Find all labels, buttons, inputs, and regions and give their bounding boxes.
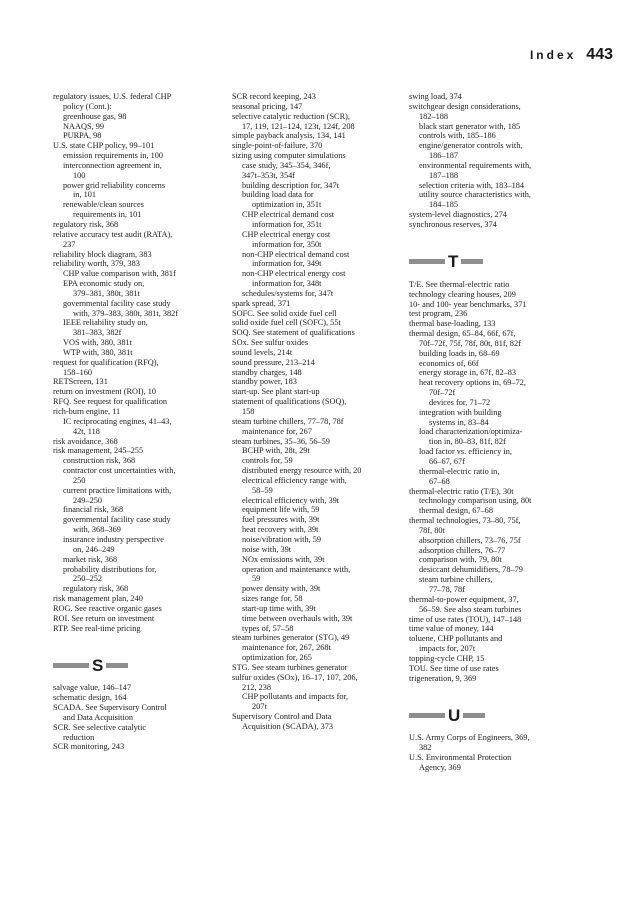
index-entry: U.S. Army Corps of Engineers, 369, [409,733,530,743]
index-entry: emission requirements in, 100 [63,151,164,161]
index-entry: 58–59 [252,485,273,495]
index-entry: thermal-electric ratio in, [419,466,500,476]
index-entry: systems in, 83–84 [429,417,489,427]
index-entry: economics of, 66f [419,358,479,368]
index-entry: adsorption chillers, 76–77 [419,545,506,555]
index-entry: renewable/clean sources [63,200,144,210]
index-entry: IEEE reliability study on, [63,318,148,328]
index-entry: sulfur oxides (SOx), 16–17, 107, 206, [232,672,358,682]
index-entry: energy storage in, 67f, 82–83 [419,368,517,378]
index-entry: statement of qualifications (SOQ), [232,397,347,407]
index-entry: 78f, 80t [419,525,445,535]
index-entry: load factor vs. efficiency in, [419,447,512,457]
header-title: Index [529,48,577,62]
index-entry: reduction [63,732,95,742]
section-bar-right [106,663,128,668]
index-entry: topping-cycle CHP, 15 [409,653,485,663]
index-entry: market risk, 368 [63,554,118,564]
section-letter: T [448,252,459,272]
index-entry: risk avoidance, 368 [53,436,118,446]
index-entry: 182–188 [419,111,449,121]
index-entry: 17, 119, 121–124, 123t, 124f, 208 [242,121,355,131]
index-entry: synchronous reserves, 374 [409,219,497,229]
index-entry: SOx. See sulfur oxides [232,338,309,348]
index-entry: ROI. See return on investment [53,613,155,623]
section-letter: S [92,655,104,675]
index-entry: 250–252 [73,574,103,584]
index-entry: 381–383, 382f [73,328,122,338]
section-bar-left [53,663,89,668]
index-entry: electrical efficiency range with, [242,475,347,485]
index-entry: 212, 238 [242,682,272,692]
index-entry: SOQ. See statement of qualifications [232,328,355,338]
index-entry: 77–78, 78f [429,584,465,594]
index-entry: with, 379–383, 380t, 381t, 382f [73,308,179,318]
index-entry: SOFC. See solid oxide fuel cell [232,308,337,318]
index-entry: regulatory risk, 368 [63,584,129,594]
index-entry: interconnection agreement in, [63,160,162,170]
index-entry: thermal technologies, 73–80, 75f, [409,516,521,526]
index-entry: optimization for, 265 [242,653,312,663]
index-entry: contractor cost uncertainties with, [63,466,176,476]
index-entry: policy (Cont.): [63,101,112,111]
index-entry: return on investment (ROI), 10 [53,387,156,397]
index-entry: U.S. Environmental Protection [409,753,512,763]
index-entry: SCR record keeping, 243 [232,92,316,101]
index-entry: governmental facility case study [63,298,171,308]
index-entry: 158–160 [63,367,93,377]
index-entry: 158 [242,407,255,416]
index-entry: 237 [63,239,76,249]
index-entry: engine/generator controls with, [419,141,523,151]
index-entry: steam turbines generator (STG), 49 [232,633,350,643]
index-entry: BCHP with, 28t, 29t [242,446,310,456]
index-entry: time value of money, 144 [409,624,494,634]
index-entry: SCR monitoring, 243 [53,742,125,752]
section-bar-left [409,259,445,264]
index-entry: electrical efficiency with, 39t [242,495,340,505]
index-entry: trigeneration, 9, 369 [409,673,477,683]
index-entry: building loads in, 68–69 [419,348,500,358]
index-entry: 347t–353t, 354f [242,170,296,180]
index-entry: fuel pressures with, 39t [242,515,320,525]
index-entry: sizing using computer simulations [232,151,346,161]
index-entry: 186–187 [429,151,459,161]
index-entry: CHP value comparison with, 381f [63,269,176,279]
index-entry: noise/vibration with, 59 [242,534,322,544]
index-entry: relative accuracy test audit (RATA), [53,229,173,239]
index-entry: 249–250 [73,495,103,505]
index-entry: simple payback analysis, 134, 141 [232,131,346,141]
section-heading-s [53,650,223,680]
index-entry: seasonal pricing, 147 [232,101,303,111]
index-entry: optimization in, 351t [252,200,322,210]
index-entry: types of, 57–58 [242,623,294,633]
index-entry: technology comparison using, 80t [419,496,532,506]
index-entry: 67–68 [429,476,450,486]
index-entry: 42t, 118 [73,426,100,436]
index-entry: Acquisition (SCADA), 373 [242,722,334,731]
index-entry: building description for, 347t [242,180,339,190]
index-entry: equipment life with, 59 [242,505,320,515]
index-entry: 70f–72f [429,388,456,398]
index-entry: 379–381, 380t, 381t [73,288,140,298]
index-entry: PURPA, 98 [63,131,102,141]
index-entry: rich-burn engine, 11 [53,407,121,416]
index-entry: 70f–72f, 75f, 78f, 80t, 81f, 82f [419,338,521,348]
index-entry: controls for, 59 [242,456,293,466]
index-entry: sound pressure, 213–214 [232,357,315,367]
index-entry: thermal base-loading, 133 [409,319,496,329]
index-entry: NOx emissions with, 39t [242,554,325,564]
index-entry: integration with building [419,407,502,417]
index-entry: CHP electrical demand cost [242,210,335,220]
index-entry: requirements in, 101 [73,210,142,220]
index-entry: non-CHP electrical demand cost [242,249,350,259]
index-entry: start-up time with, 39t [242,603,316,613]
index-entry: switchgear design considerations, [409,101,521,111]
index-entry: sound levels, 214t [232,347,293,357]
index-entry: 207t [252,702,267,712]
index-entry: 10- and 100- year benchmarks, 371 [409,299,527,309]
index-entry: toluene, CHP pollutants and [409,634,503,644]
index-entry: tion in, 80–83, 81f, 82f [429,437,506,447]
index-entry: case study, 345–354, 346f, [242,160,331,170]
index-entry: building load data for [242,190,314,200]
index-entry: CHP pollutants and impacts for, [242,692,349,702]
index-entry: distributed energy resource with, 20 [242,466,362,476]
index-entry: information for, 348t [252,279,322,289]
index-entry: standby charges, 148 [232,367,302,377]
index-entry: heat recovery options in, 69–72, [419,378,526,388]
index-entry: governmental facility case study [63,515,171,525]
index-entry: regulatory risk, 368 [53,219,119,229]
index-entry: Agency, 369 [419,762,461,772]
index-entry: thermal design, 65–84, 66f, 67f, [409,329,516,339]
index-entry: and Data Acquisition [63,712,134,722]
index-entry: sizes range for, 58 [242,594,303,604]
index-entry: devices for, 71–72 [429,397,491,407]
index-entry: technology clearing houses, 209 [409,289,516,299]
index-entry: RETScreen, 131 [53,377,108,387]
index-entry: schedules/systems for, 347t [242,288,334,298]
index-entry: maintenance for, 267, 268t [242,643,331,653]
index-entry: EPA economic study on, [63,279,145,289]
index-entry: RFQ. See request for qualification [53,397,168,407]
index-entry: black start generator with, 185 [419,121,521,131]
index-entry: steam turbines, 35–36, 56–59 [232,436,330,446]
index-entry: load characterization/optimiza- [419,427,523,437]
index-entry: 250 [73,475,86,485]
index-entry: thermal design, 67–68 [419,506,493,516]
index-entry: environmental requirements with, [419,160,532,170]
index-entry: steam turbine chillers, [419,575,493,585]
index-entry: IC reciprocating engines, 41–43, [63,416,172,426]
index-entry: probability distributions for, [63,564,157,574]
index-column-2 [232,92,400,732]
index-entry: steam turbine chillers, 77–78, 78f [232,416,344,426]
index-entry: thermal-to-power equipment, 37, [409,594,519,604]
index-entry: regulatory issues, U.S. federal CHP [53,92,172,101]
index-entry: STG. See steam turbines generator [232,662,348,672]
section-heading-t [409,247,589,277]
index-entry: construction risk, 368 [63,456,136,466]
index-entry: 382 [419,743,432,753]
index-entry: information for, 351t [252,219,322,229]
index-entry: current practice limitations with, [63,485,172,495]
index-entry: controls with, 185–186 [419,131,496,141]
index-entry: on, 246–249 [73,544,115,554]
index-entry: request for qualification (RFQ), [53,357,159,367]
section-bar-left [409,713,445,718]
index-entry: absorption chillers, 73–76, 75f [419,535,521,545]
index-entry: VOS with, 380, 381t [63,338,132,348]
index-entry: start-up. See plant start-up [232,387,320,397]
running-header [530,46,613,64]
section-heading-u [409,700,589,730]
index-entry: insurance industry perspective [63,534,164,544]
index-entry: non-CHP electrical energy cost [242,269,346,279]
index-entry: 187–188 [429,170,459,180]
index-entry: in, 101 [73,190,97,200]
index-entry: TOU. See time of use rates [409,663,499,673]
index-entry: time of use rates (TOU), 147–148 [409,614,522,624]
index-entry: selective catalytic reduction (SCR), [232,111,350,121]
index-entry: 100 [73,170,86,180]
index-entry: heat recovery with, 39t [242,525,319,535]
index-entry: swing load, 374 [409,92,462,101]
index-entry: maintenance for, 267 [242,426,312,436]
index-entry: Supervisory Control and Data [232,712,332,722]
index-entry: power density with, 39t [242,584,321,594]
index-entry: single-point-of-failure, 370 [232,141,323,151]
index-entry: financial risk, 368 [63,505,124,515]
index-entry: spark spread, 371 [232,298,291,308]
index-entry: system-level diagnostics, 274 [409,210,507,220]
index-entry: reliability worth, 379, 383 [53,259,140,269]
index-entry: WTP with, 380, 381t [63,347,133,357]
index-entry: comparison with, 79, 80t [419,555,502,565]
index-entry: desiccant dehumidifiers, 78–79 [419,565,523,575]
section-bar-right [463,713,485,718]
index-entry: time between overhauls with, 39t [242,613,353,623]
index-entry: impacts for, 207t [419,644,476,654]
index-entry: risk management plan, 240 [53,594,143,604]
index-column-1 [53,92,223,752]
section-bar-right [461,259,483,264]
index-column-3 [409,92,589,773]
index-entry: information for, 349t [252,259,322,269]
index-entry: information for, 350t [252,239,322,249]
index-entry: CHP electrical energy cost [242,229,331,239]
index-entry: salvage value, 146–147 [53,683,132,693]
index-entry: U.S. state CHP policy, 99–101 [53,141,155,151]
index-entry: SCR. See selective catalytic [53,722,147,732]
index-entry: power grid reliability concerns [63,180,166,190]
index-entry: 56–59. See also steam turbines [419,604,522,614]
index-entry: SCADA. See Supervisory Control [53,703,167,713]
index-entry: 59 [252,574,261,584]
index-entry: reliability block diagram, 383 [53,249,152,259]
index-entry: utility source characteristics with, [419,190,531,200]
index-entry: test program, 236 [409,309,468,319]
index-entry: selection criteria with, 183–184 [419,180,525,190]
index-entry: schematic design, 164 [53,693,127,703]
page-number: 443 [586,46,613,63]
index-entry: ROG. See reactive organic gases [53,603,162,613]
index-entry: operation and maintenance with, [242,564,351,574]
index-entry: thermal-electric ratio (T/E), 30t [409,486,514,496]
index-entry: solid oxide fuel cell (SOFC), 55t [232,318,341,328]
index-entry: 66–67, 67f [429,457,465,466]
section-letter: U [448,705,461,725]
index-entry: with, 368–369 [73,525,121,535]
index-entry: T/E. See thermal-electric ratio [409,279,510,289]
index-entry: 184–185 [429,200,459,210]
index-entry: risk management, 245–255 [53,446,144,456]
index-entry: greenhouse gas, 98 [63,111,127,121]
index-entry: NAAQS, 99 [63,121,105,131]
index-entry: noise with, 39t [242,544,292,554]
index-entry: standby power, 183 [232,377,297,387]
index-entry: RTP. See real-time pricing [53,623,141,633]
